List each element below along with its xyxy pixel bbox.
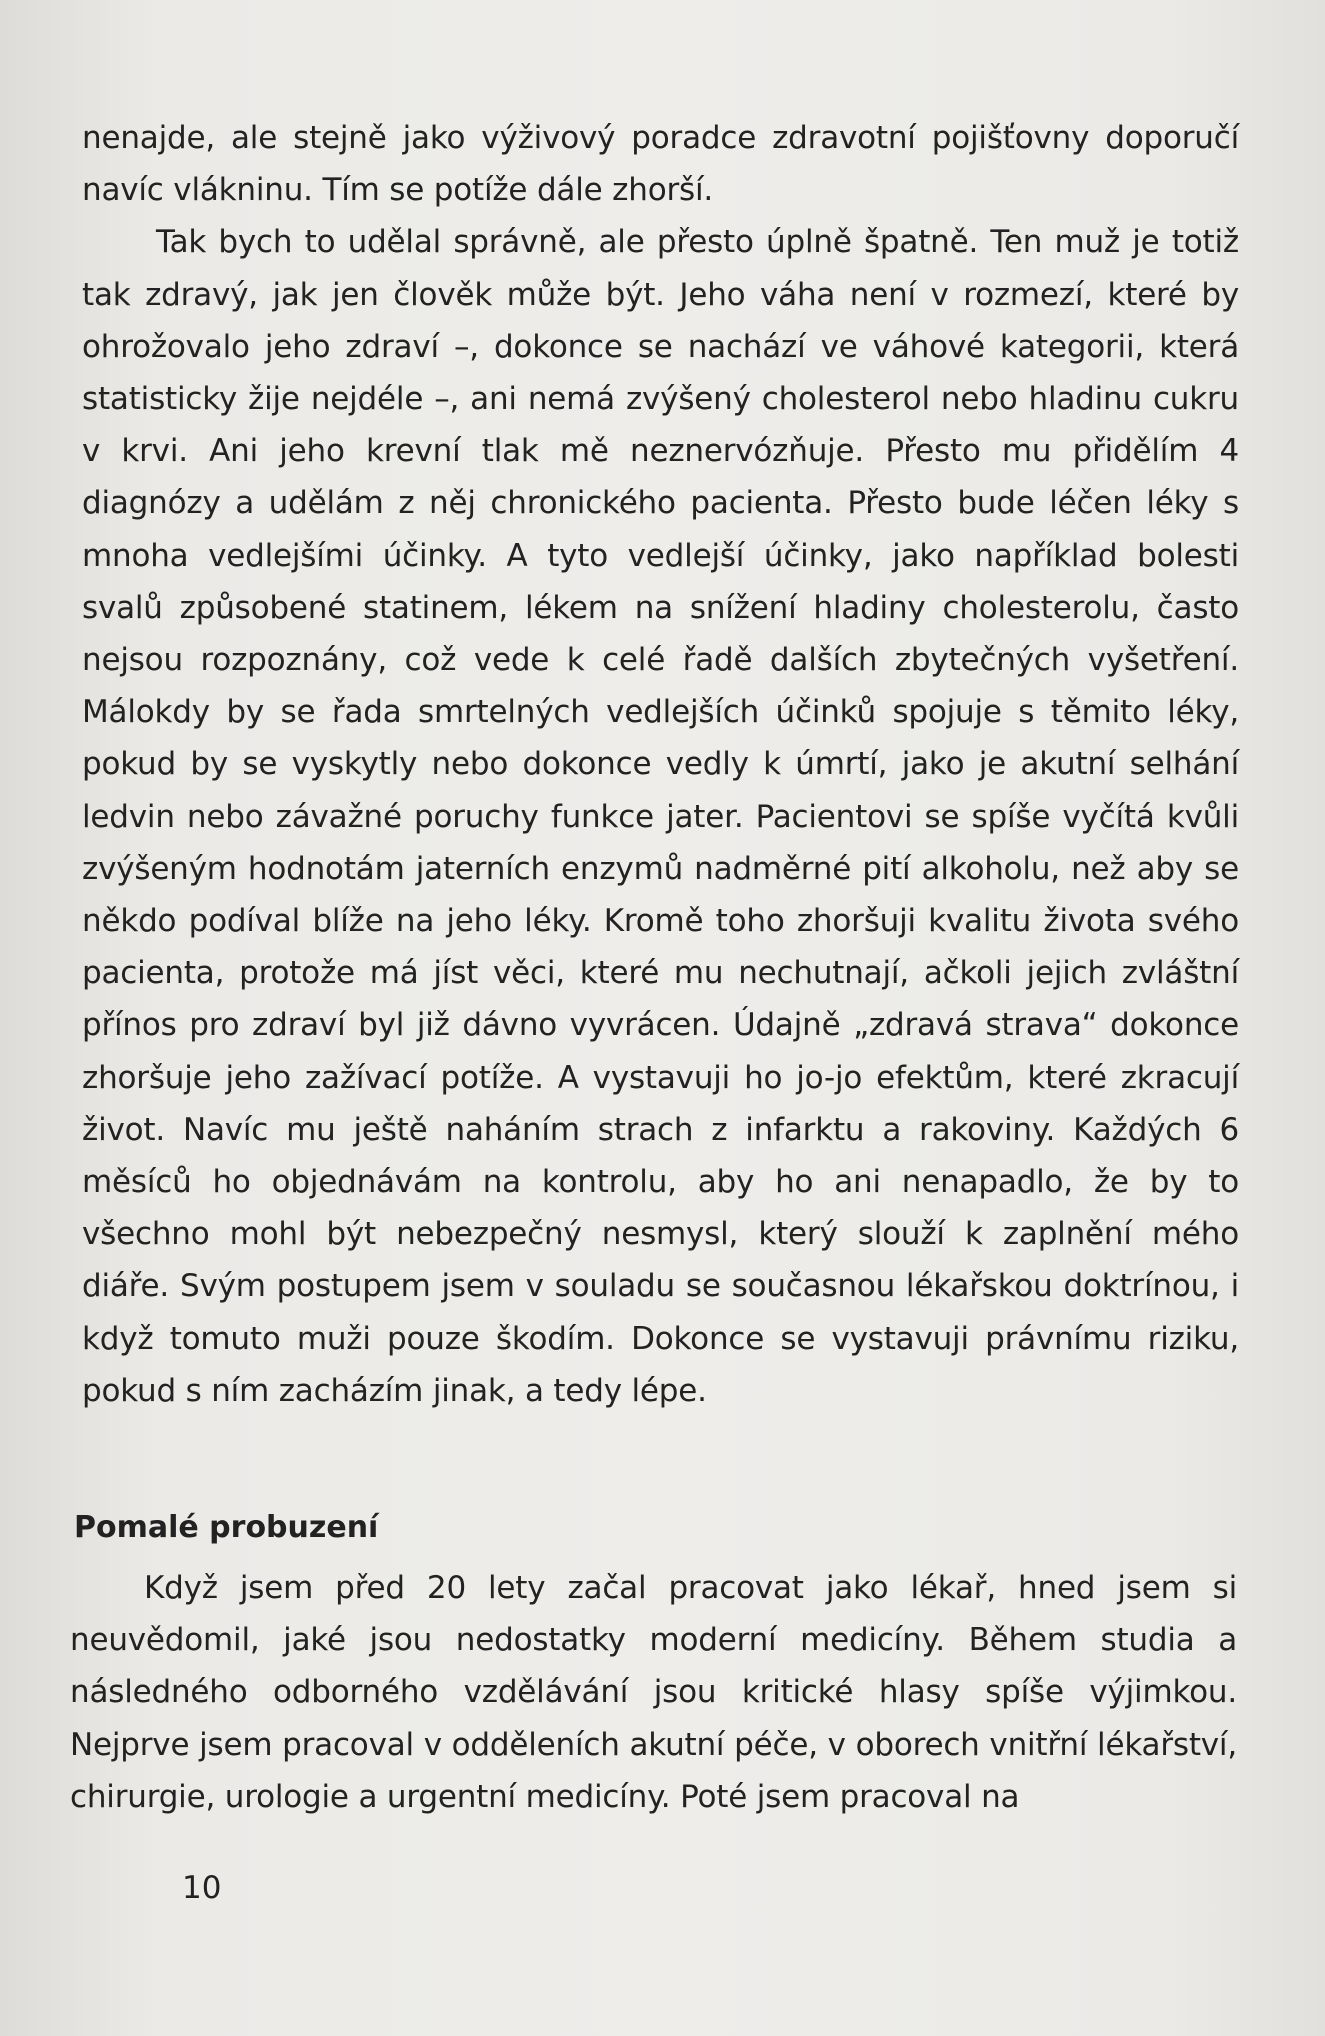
paragraph-2: Tak bych to udělal správně, ale přesto úplně špatně. Ten muž je totiž tak zdravý, jak jen člověk může být. Jeho váha není v rozmezí, které by ohrožovalo jeho zdraví –, dokonce se nachází ve váhové kategorii, která statisticky žije nejdéle –, ani nemá zvýšený cholesterol nebo hladinu cukru v krvi. Ani jeho krevní tlak mě neznervózňuje. Přesto mu přidělím 4 diagnózy a udělám z něj chronického pacienta. Přesto bude léčen léky s mnoha vedlejšími účinky. A tyto vedlejší účinky, jako například bolesti svalů způsobené statinem, lékem na snížení hladiny cholesterolu, často nejsou rozpoznány, což vede k celé řadě dalších zbytečných vyšetření. Málokdy by se řada smrtelných vedlejších účinků spojuje s těmito léky, pokud by se vyskytly nebo dokonce vedly k úmrtí, jako je akutní selhání ledvin nebo závažné poruchy funkce jater. Pacientovi se spíše vyčítá kvůli zvýšeným hodnotám jaterních enzymů nadměrné pití alkoholu, než aby se někdo podíval blíže na jeho léky. Kromě toho zhoršuji kvalitu života svého pacienta, protože má jíst věci, které mu nechutnají, ačkoli jejich zvláštní přínos pro zdraví byl již dávno vyvrácen. Údajně „zdravá strava“ dokonce zhoršuje jeho zažívací potíže. A vystavuji ho jo-jo efektům, které zkracují život. Navíc mu ještě naháním strach z infarktu a rakoviny. Každých 6 měsíců ho objednávám na kontrolu, aby ho ani nenapadlo, že by to všechno mohl být nebezpečný nesmysl, který slouží k zaplnění mého diáře. Svým postupem jsem v souladu se současnou lékařskou doktrínou, i když tomuto muži pouze škodím. Dokonce se vystavuji právnímu riziku, pokud s ním zacházím jinak, a tedy lépe. [82, 224, 1239, 1409]
body-text [82, 112, 1239, 1417]
section-heading: Pomalé probuzení [74, 1510, 379, 1545]
paragraph-1: nenajde, ale stejně jako výživový poradce zdravotní pojišťovny doporučí navíc vlákninu. Tím se potíže dále zhorší. [82, 120, 1239, 209]
section-paragraph: Když jsem před 20 lety začal pracovat jako lékař, hned jsem si neuvědomil, jaké jsou nedostatky moderní medicíny. Během studia a následného odborného vzdělávání jsou kritické hlasy spíše výjimkou. Nejprve jsem pracoval v odděleních akutní péče, v oborech vnitřní lékařství, chirurgie, urologie a urgentní medicíny. Poté jsem pracoval na [70, 1570, 1237, 1815]
section-body [70, 1562, 1237, 1823]
page-number: 10 [182, 1870, 222, 1906]
